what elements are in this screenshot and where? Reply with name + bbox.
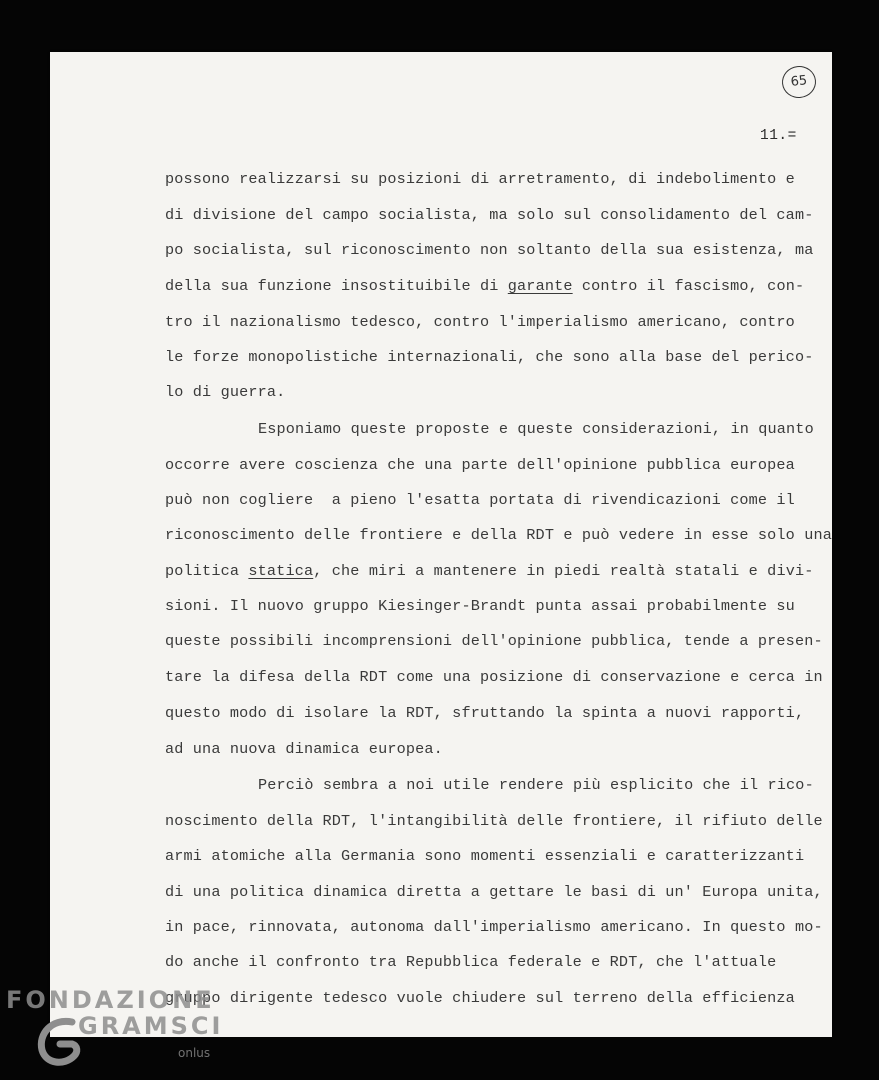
text-line: può non cogliere a pieno l'esatta portata di rivendicazioni come il xyxy=(165,491,795,509)
text-line: queste possibili incomprensioni dell'opinione pubblica, tende a presen- xyxy=(165,632,823,650)
text-line: noscimento della RDT, l'intangibilità delle frontiere, il rifiuto delle xyxy=(165,812,823,830)
text-line: sioni. Il nuovo gruppo Kiesinger-Brandt punta assai probabilmente su xyxy=(165,597,795,615)
text-line: Perciò sembra a noi utile rendere più esplicito che il rico- xyxy=(258,776,814,794)
text-line: armi atomiche alla Germania sono momenti essenziali e caratterizzanti xyxy=(165,847,805,865)
text-line: gruppo dirigente tedesco vuole chiudere sul terreno della efficienza xyxy=(165,989,795,1007)
document-page xyxy=(50,52,832,1037)
text-line: questo modo di isolare la RDT, sfruttando la spinta a nuovi rapporti, xyxy=(165,704,805,722)
text-line: le forze monopolistiche internazionali, che sono alla base del perico- xyxy=(165,348,814,366)
text-line: do anche il confronto tra Repubblica federale e RDT, che l'attuale xyxy=(165,953,777,971)
logo-line-1: FONDAZIONE xyxy=(6,986,215,1014)
text-run: , che miri a mantenere in piedi realtà statali e divi- xyxy=(313,562,814,580)
text-run: della sua funzione insostituibile di xyxy=(165,277,508,295)
text-line: occorre avere coscienza che una parte dell'opinione pubblica europea xyxy=(165,456,795,474)
text-line xyxy=(165,277,804,295)
text-line: possono realizzarsi su posizioni di arretramento, di indebolimento e xyxy=(165,170,795,188)
text-line: tro il nazionalismo tedesco, contro l'imperialismo americano, contro xyxy=(165,313,795,331)
text-line xyxy=(165,562,814,580)
text-line: lo di guerra. xyxy=(165,383,286,401)
underlined-word: statica xyxy=(248,562,314,580)
fondazione-gramsci-logo xyxy=(0,982,230,1080)
text-line: riconoscimento delle frontiere e della RDT e può vedere in esse solo una xyxy=(165,526,832,544)
text-run: contro il fascismo, con- xyxy=(572,277,805,295)
text-line: di una politica dinamica diretta a gettare le basi di un' Europa unita, xyxy=(165,883,823,901)
text-line: ad una nuova dinamica europea. xyxy=(165,740,443,758)
text-line: di divisione del campo socialista, ma solo sul consolidamento del cam- xyxy=(165,206,814,224)
logo-line-3: onlus xyxy=(178,1046,211,1060)
text-line: po socialista, sul riconoscimento non soltanto della sua esistenza, ma xyxy=(165,241,814,259)
underlined-word: garante xyxy=(507,277,573,295)
text-line: Esponiamo queste proposte e queste considerazioni, in quanto xyxy=(258,420,814,438)
logo-line-2: GRAMSCI xyxy=(78,1012,224,1040)
text-line: tare la difesa della RDT come una posizione di conservazione e cerca in xyxy=(165,668,823,686)
page-number: 11.= xyxy=(760,128,797,144)
archive-stamp: 65 xyxy=(780,64,817,99)
text-run: politica xyxy=(165,562,249,580)
text-line: in pace, rinnovata, autonoma dall'imperialismo americano. In questo mo- xyxy=(165,918,823,936)
